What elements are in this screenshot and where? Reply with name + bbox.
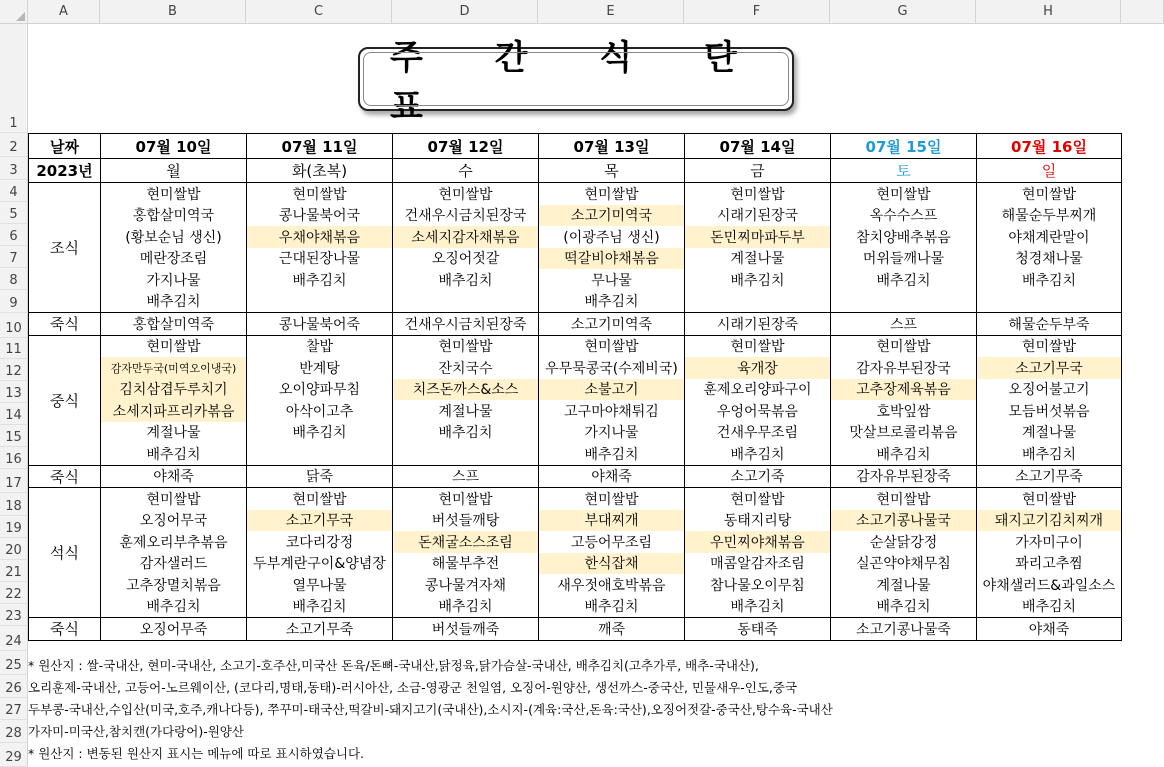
porridge-label[interactable]: 죽식 [29, 313, 101, 336]
lunch-row [29, 443, 1122, 465]
menu-cell[interactable]: 배추김치 [539, 443, 685, 465]
menu-cell[interactable]: 고구마야채튀김 [539, 400, 685, 422]
row-header-1[interactable]: 1 [0, 24, 28, 133]
menu-cell[interactable]: 계절나물 [101, 422, 247, 444]
menu-cell[interactable]: 배추김치 [685, 443, 831, 465]
spreadsheet-grid[interactable] [28, 24, 1164, 767]
porridge-label[interactable]: 죽식 [29, 465, 101, 488]
day-cell[interactable]: 토 [831, 159, 977, 183]
dinner-row [29, 574, 1122, 596]
menu-cell[interactable]: 해물순두부죽 [977, 313, 1122, 336]
menu-cell[interactable]: 무나물 [539, 269, 685, 291]
day-cell[interactable]: 일 [977, 159, 1122, 183]
menu-cell[interactable]: 오징어젓갈 [393, 248, 539, 270]
year-label[interactable]: 2023년 [29, 159, 101, 183]
menu-cell[interactable]: 계절나물 [831, 574, 977, 596]
menu-cell[interactable]: 배추김치 [101, 291, 247, 313]
menu-cell[interactable]: 오징어불고기 [977, 379, 1122, 401]
date-cell[interactable]: 07월 12일 [393, 134, 539, 159]
origin-note: 가자미-미국산,참치캔(가다랑어)-원양산 [28, 724, 244, 739]
day-cell[interactable]: 목 [539, 159, 685, 183]
menu-cell[interactable]: 현미쌀밥 [101, 183, 247, 205]
lunch-row [29, 379, 1122, 401]
menu-cell[interactable]: 해물부추전 [393, 553, 539, 575]
menu-cell[interactable]: 홍합살미역죽 [101, 313, 247, 336]
row-header-19[interactable]: 19 [0, 516, 28, 538]
dinner-row [29, 510, 1122, 532]
lunch-label[interactable]: 중식 [29, 335, 101, 465]
row-header-5[interactable]: 5 [0, 202, 28, 224]
menu-cell[interactable]: 배추김치 [977, 596, 1122, 618]
menu-cell[interactable]: 동태지리탕 [685, 510, 831, 532]
menu-cell[interactable] [977, 291, 1122, 313]
menu-cell[interactable]: 배추김치 [685, 596, 831, 618]
menu-cell[interactable]: 건새우시금치된장죽 [393, 313, 539, 336]
lunch-row [29, 400, 1122, 422]
row-header-16[interactable]: 16 [0, 447, 28, 469]
row-header-27[interactable]: 27 [0, 698, 28, 720]
menu-cell[interactable]: 버섯들깨죽 [393, 618, 539, 641]
breakfast-label[interactable]: 조식 [29, 183, 101, 313]
breakfast-row [29, 248, 1122, 270]
date-cell[interactable]: 07월 14일 [685, 134, 831, 159]
menu-cell[interactable]: 야채죽 [977, 618, 1122, 641]
menu-cell[interactable]: 우민찌야채볶음 [685, 531, 831, 553]
menu-cell[interactable]: 해물순두부찌개 [977, 205, 1122, 227]
menu-cell[interactable]: 김치삼겹두루치기 [101, 379, 247, 401]
menu-cell[interactable]: 홍합살미역국 [101, 205, 247, 227]
menu-cell[interactable]: 현미쌀밥 [977, 488, 1122, 510]
menu-cell[interactable]: 두부계란구이&양념장 [247, 553, 393, 575]
menu-cell[interactable] [393, 443, 539, 465]
menu-cell[interactable]: 소고기무국 [977, 357, 1122, 379]
porridge-row [29, 313, 1122, 336]
menu-cell[interactable]: 감자만두국(미역오이냉국) [101, 357, 247, 379]
porridge-row [29, 465, 1122, 488]
origin-note: * 원산지 : 변동된 원산지 표시는 메뉴에 따로 표시하였습니다. [28, 746, 365, 761]
dinner-label[interactable]: 석식 [29, 488, 101, 618]
row-header-28[interactable]: 28 [0, 720, 28, 743]
menu-cell[interactable]: 육개장 [685, 357, 831, 379]
menu-cell[interactable]: 현미쌀밥 [101, 335, 247, 357]
row-header-7[interactable]: 7 [0, 246, 28, 268]
menu-cell[interactable]: 근대된장나물 [247, 248, 393, 270]
menu-cell[interactable]: 꽈리고추찜 [977, 553, 1122, 575]
menu-cell[interactable] [831, 291, 977, 313]
menu-cell[interactable]: (황보순님 생신) [101, 226, 247, 248]
column-header-empty[interactable] [1121, 0, 1164, 24]
title-box [358, 38, 794, 127]
menu-cell[interactable]: 돈민찌마파두부 [685, 226, 831, 248]
menu-cell[interactable]: 우엉어묵볶음 [685, 400, 831, 422]
row-header-13[interactable]: 13 [0, 381, 28, 403]
menu-cell[interactable]: 아삭이고추 [247, 400, 393, 422]
menu-cell[interactable]: 소불고기 [539, 379, 685, 401]
menu-cell[interactable]: 배추김치 [393, 269, 539, 291]
menu-cell[interactable]: 훈제오리양파구이 [685, 379, 831, 401]
menu-cell[interactable]: 배추김치 [831, 596, 977, 618]
menu-cell[interactable]: 야채샐러드&과일소스 [977, 574, 1122, 596]
menu-cell[interactable]: 소고기미역국 [539, 205, 685, 227]
menu-cell[interactable]: 메란장조림 [101, 248, 247, 270]
date-row [29, 134, 1122, 159]
menu-cell[interactable]: 건새우무조림 [685, 422, 831, 444]
menu-cell[interactable] [685, 291, 831, 313]
menu-cell[interactable]: 실곤약야채무침 [831, 553, 977, 575]
menu-cell[interactable]: 스프 [393, 465, 539, 488]
row-header-12[interactable]: 12 [0, 359, 28, 381]
row-header-29[interactable]: 29 [0, 743, 28, 767]
column-header-a[interactable]: A [28, 0, 100, 24]
menu-cell[interactable]: 오이양파무침 [247, 379, 393, 401]
menu-cell[interactable]: 부대찌개 [539, 510, 685, 532]
menu-cell[interactable]: 배추김치 [247, 422, 393, 444]
menu-cell[interactable]: 배추김치 [539, 291, 685, 313]
menu-cell[interactable]: 치즈돈까스&소스 [393, 379, 539, 401]
row-header-25[interactable]: 25 [0, 651, 28, 675]
menu-cell[interactable]: 배추김치 [247, 269, 393, 291]
menu-cell[interactable]: 우채야채볶음 [247, 226, 393, 248]
menu-cell[interactable]: 현미쌀밥 [393, 183, 539, 205]
lunch-row [29, 357, 1122, 379]
menu-cell[interactable]: 청경채나물 [977, 248, 1122, 270]
menu-cell[interactable]: 소고기미역죽 [539, 313, 685, 336]
menu-cell[interactable]: 반계탕 [247, 357, 393, 379]
menu-cell[interactable]: 콩나물겨자채 [393, 574, 539, 596]
menu-cell[interactable]: 배추김치 [101, 443, 247, 465]
menu-cell[interactable]: 가지나물 [539, 422, 685, 444]
row-header-23[interactable]: 23 [0, 604, 28, 626]
row-header-20[interactable]: 20 [0, 538, 28, 560]
menu-cell[interactable]: 현미쌀밥 [685, 335, 831, 357]
porridge-label[interactable]: 죽식 [29, 618, 101, 641]
menu-cell[interactable]: 현미쌀밥 [247, 183, 393, 205]
menu-cell[interactable]: 계절나물 [393, 400, 539, 422]
column-header-d[interactable]: D [392, 0, 538, 24]
menu-cell[interactable]: 시래기된장죽 [685, 313, 831, 336]
row-header-17[interactable]: 17 [0, 469, 28, 493]
menu-cell[interactable]: 배추김치 [977, 269, 1122, 291]
weekly-menu-table [28, 133, 1122, 641]
menu-cell[interactable]: 시래기된장국 [685, 205, 831, 227]
menu-cell[interactable]: 현미쌀밥 [539, 488, 685, 510]
row-header-2[interactable]: 2 [0, 133, 28, 157]
dinner-row [29, 596, 1122, 618]
menu-cell[interactable] [393, 291, 539, 313]
dinner-row [29, 488, 1122, 510]
menu-cell[interactable]: 떡갈비야채볶음 [539, 248, 685, 270]
row-header-4[interactable]: 4 [0, 180, 28, 202]
day-cell[interactable]: 월 [101, 159, 247, 183]
menu-cell[interactable]: 현미쌀밥 [393, 335, 539, 357]
row-header-18[interactable]: 18 [0, 493, 28, 516]
date-cell[interactable]: 07월 13일 [539, 134, 685, 159]
menu-cell[interactable]: 콩나물북어죽 [247, 313, 393, 336]
row-header-15[interactable]: 15 [0, 425, 28, 447]
menu-cell[interactable]: 모듬버섯볶음 [977, 400, 1122, 422]
menu-cell[interactable]: 배추김치 [393, 422, 539, 444]
menu-cell[interactable]: 배추김치 [539, 596, 685, 618]
menu-cell[interactable]: 돈채굴소스조림 [393, 531, 539, 553]
menu-cell[interactable]: 참치양배추볶음 [831, 226, 977, 248]
menu-cell[interactable]: 야채죽 [539, 465, 685, 488]
column-header-g[interactable]: G [830, 0, 976, 24]
menu-cell[interactable]: 우무묵콩국(수제비국) [539, 357, 685, 379]
date-cell[interactable]: 07월 10일 [101, 134, 247, 159]
menu-cell[interactable]: 현미쌀밥 [101, 488, 247, 510]
row-header-26[interactable]: 26 [0, 675, 28, 698]
row-header-24[interactable]: 24 [0, 626, 28, 651]
menu-cell[interactable]: 새우젓애호박볶음 [539, 574, 685, 596]
column-header-e[interactable]: E [538, 0, 684, 24]
menu-cell[interactable]: 감자유부된장국 [831, 357, 977, 379]
menu-cell[interactable]: 건새우시금치된장국 [393, 205, 539, 227]
menu-cell[interactable]: 소고기콩나물국 [831, 510, 977, 532]
menu-cell[interactable]: 배추김치 [977, 443, 1122, 465]
menu-cell[interactable]: 현미쌀밥 [831, 183, 977, 205]
dinner-row [29, 553, 1122, 575]
menu-cell[interactable]: 현미쌀밥 [977, 335, 1122, 357]
menu-cell[interactable]: (이광주님 생신) [539, 226, 685, 248]
menu-cell[interactable]: 오징어무국 [101, 510, 247, 532]
menu-cell[interactable]: 계절나물 [685, 248, 831, 270]
menu-cell[interactable]: 소세지감자채볶음 [393, 226, 539, 248]
date-cell[interactable]: 07월 15일 [831, 134, 977, 159]
page-title: 주 간 식 단 표 [390, 38, 767, 127]
menu-cell[interactable]: 현미쌀밥 [685, 183, 831, 205]
menu-cell[interactable]: 소고기죽 [685, 465, 831, 488]
menu-cell[interactable]: 스프 [831, 313, 977, 336]
day-cell[interactable]: 화(초복) [247, 159, 393, 183]
menu-cell[interactable]: 찰밥 [247, 335, 393, 357]
menu-cell[interactable]: 머위들깨나물 [831, 248, 977, 270]
menu-cell[interactable]: 계절나물 [977, 422, 1122, 444]
menu-cell[interactable]: 닭죽 [247, 465, 393, 488]
menu-cell[interactable] [247, 443, 393, 465]
day-cell[interactable]: 수 [393, 159, 539, 183]
row-header-6[interactable]: 6 [0, 224, 28, 246]
menu-cell[interactable]: 옥수수스프 [831, 205, 977, 227]
breakfast-row [29, 269, 1122, 291]
origin-notes [28, 655, 1164, 765]
date-label[interactable]: 날짜 [29, 134, 101, 159]
menu-cell[interactable]: 현미쌀밥 [247, 488, 393, 510]
menu-cell[interactable]: 순살닭강정 [831, 531, 977, 553]
day-row [29, 159, 1122, 183]
breakfast-row [29, 183, 1122, 205]
origin-note: 오리훈제-국내산, 고등어-노르웨이산, (코다리,명태,동태)-러시아산, 소금-영광군 천일염, 오징어-원양산, 생선까스-중국산, 민물새우-인도,중국 [28, 680, 798, 695]
date-cell[interactable]: 07월 16일 [977, 134, 1122, 159]
origin-note: 두부콩-국내산,수입산(미국,호주,캐나다등), 쭈꾸미-태국산,떡갈비-돼지고기(국내산),소시지-(계육:국산,돈육:국산),오징어젓갈-중국산,탕수육-국내산 [28, 702, 833, 717]
column-header-h[interactable]: H [976, 0, 1121, 24]
menu-cell[interactable]: 현미쌀밥 [539, 335, 685, 357]
menu-cell[interactable]: 감자유부된장죽 [831, 465, 977, 488]
menu-cell[interactable]: 가지나물 [101, 269, 247, 291]
menu-cell[interactable]: 매콤알감자조림 [685, 553, 831, 575]
menu-cell[interactable]: 배추김치 [101, 596, 247, 618]
breakfast-row [29, 226, 1122, 248]
menu-cell[interactable]: 참나물오이무침 [685, 574, 831, 596]
row-header-9[interactable]: 9 [0, 290, 28, 313]
menu-cell[interactable]: 배추김치 [831, 443, 977, 465]
date-cell[interactable]: 07월 11일 [247, 134, 393, 159]
menu-cell[interactable]: 동태죽 [685, 618, 831, 641]
row-header-11[interactable]: 11 [0, 338, 28, 359]
menu-cell[interactable]: 잔치국수 [393, 357, 539, 379]
menu-cell[interactable]: 소고기무죽 [977, 465, 1122, 488]
menu-cell[interactable]: 고등어무조림 [539, 531, 685, 553]
menu-cell[interactable]: 소고기무죽 [247, 618, 393, 641]
menu-cell[interactable]: 가자미구이 [977, 531, 1122, 553]
menu-cell[interactable]: 깨죽 [539, 618, 685, 641]
menu-cell[interactable]: 훈제오리부추볶음 [101, 531, 247, 553]
column-header-c[interactable]: C [246, 0, 392, 24]
row-header-14[interactable]: 14 [0, 403, 28, 425]
lunch-row [29, 335, 1122, 357]
porridge-row [29, 618, 1122, 641]
row-header-22[interactable]: 22 [0, 582, 28, 604]
breakfast-row [29, 205, 1122, 227]
menu-cell[interactable]: 현미쌀밥 [393, 488, 539, 510]
menu-cell[interactable]: 호박잎쌈 [831, 400, 977, 422]
menu-cell[interactable]: 소고기콩나물죽 [831, 618, 977, 641]
menu-cell[interactable]: 현미쌀밥 [539, 183, 685, 205]
menu-cell[interactable]: 오징어무죽 [101, 618, 247, 641]
menu-cell[interactable]: 배추김치 [393, 596, 539, 618]
column-header-f[interactable]: F [684, 0, 830, 24]
row-header-8[interactable]: 8 [0, 268, 28, 290]
menu-cell[interactable]: 현미쌀밥 [831, 488, 977, 510]
menu-cell[interactable]: 콩나물북어국 [247, 205, 393, 227]
menu-cell[interactable]: 버섯들깨탕 [393, 510, 539, 532]
menu-cell[interactable]: 야채계란말이 [977, 226, 1122, 248]
menu-cell[interactable]: 배추김치 [831, 269, 977, 291]
menu-cell[interactable]: 배추김치 [247, 596, 393, 618]
menu-cell[interactable]: 한식잡채 [539, 553, 685, 575]
lunch-row [29, 422, 1122, 444]
menu-cell[interactable]: 돼지고기김치찌개 [977, 510, 1122, 532]
menu-cell[interactable]: 현미쌀밥 [977, 183, 1122, 205]
column-header-b[interactable]: B [100, 0, 246, 24]
menu-cell[interactable]: 소고기무국 [247, 510, 393, 532]
menu-cell[interactable]: 코다리강정 [247, 531, 393, 553]
menu-cell[interactable]: 고추장제육볶음 [831, 379, 977, 401]
menu-cell[interactable]: 감자샐러드 [101, 553, 247, 575]
menu-cell[interactable]: 맛살브로콜리볶음 [831, 422, 977, 444]
menu-cell[interactable]: 야채죽 [101, 465, 247, 488]
origin-note: * 원산지 : 쌀-국내산, 현미-국내산, 소고기-호주산,미국산 돈육/돈뼈-국내산,닭정육,닭가슴살-국내산, 배추김치(고추가루, 배추-국내산), [28, 658, 759, 673]
menu-cell[interactable]: 열무나물 [247, 574, 393, 596]
dinner-row [29, 531, 1122, 553]
menu-cell[interactable]: 배추김치 [685, 269, 831, 291]
row-header-3[interactable]: 3 [0, 157, 28, 180]
day-cell[interactable]: 금 [685, 159, 831, 183]
menu-cell[interactable]: 현미쌀밥 [685, 488, 831, 510]
breakfast-row [29, 291, 1122, 313]
menu-cell[interactable]: 소세지파프리카볶음 [101, 400, 247, 422]
row-header-10[interactable]: 10 [0, 313, 28, 338]
row-header-21[interactable]: 21 [0, 560, 28, 582]
menu-cell[interactable] [247, 291, 393, 313]
menu-cell[interactable]: 고추장멸치볶음 [101, 574, 247, 596]
column-headers [0, 0, 1164, 24]
menu-cell[interactable]: 현미쌀밥 [831, 335, 977, 357]
